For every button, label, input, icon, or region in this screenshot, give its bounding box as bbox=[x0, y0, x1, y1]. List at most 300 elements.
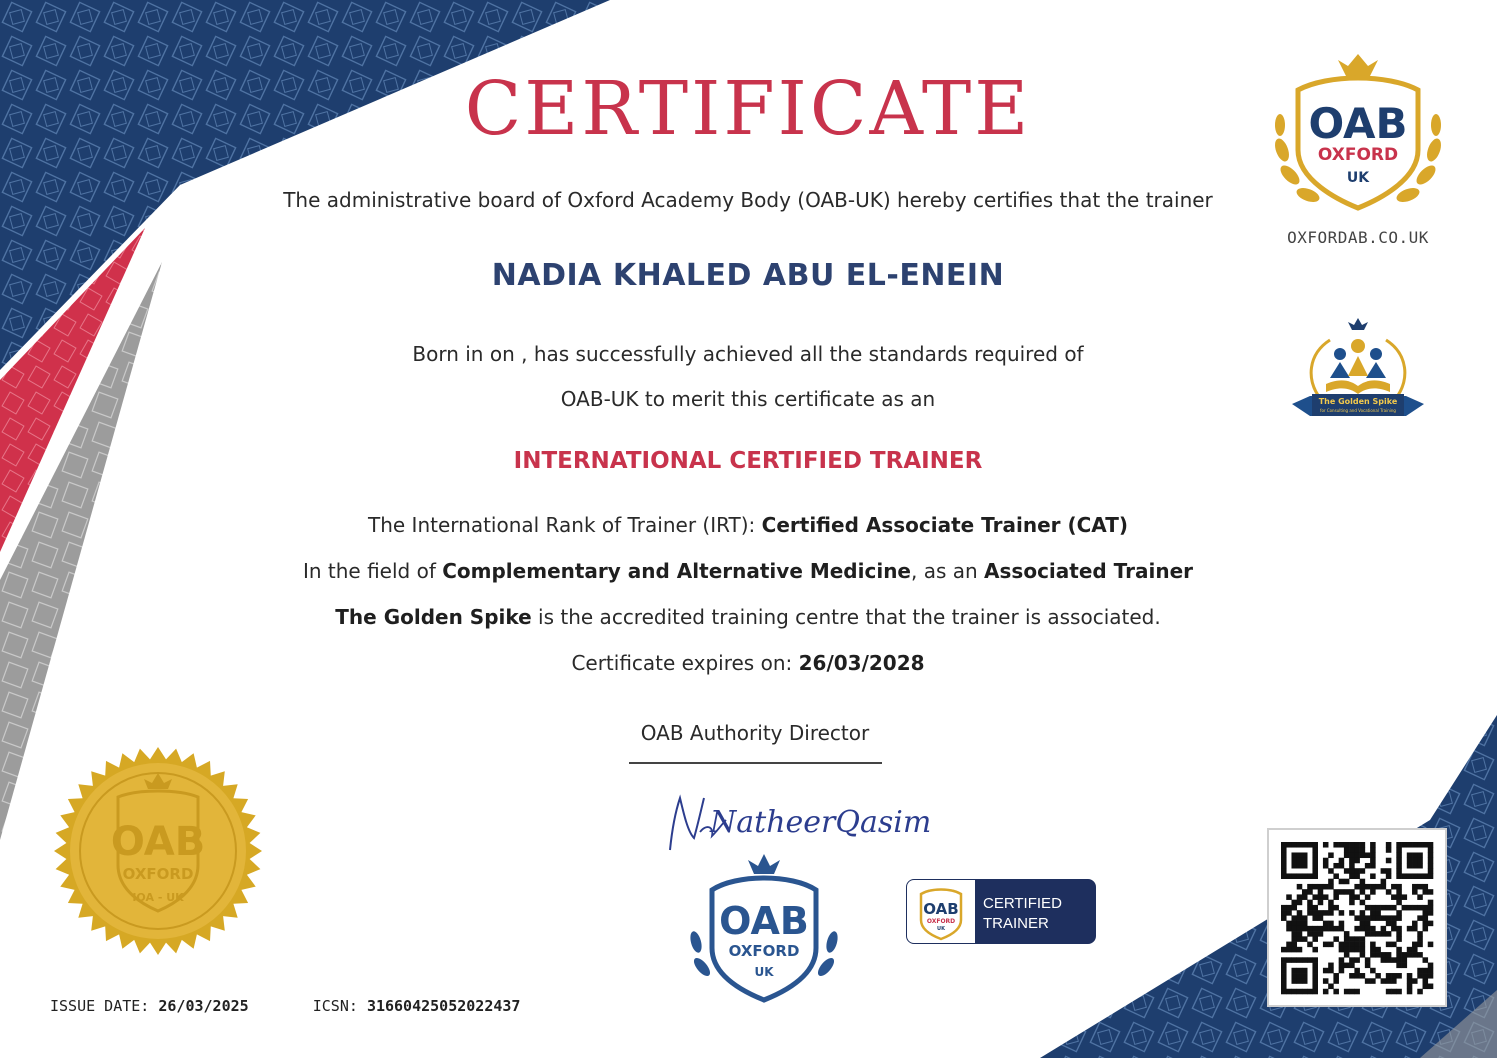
qr-module bbox=[1417, 863, 1423, 869]
qr-module bbox=[1381, 978, 1387, 984]
qr-module bbox=[1381, 884, 1387, 890]
qr-module bbox=[1281, 847, 1287, 853]
qr-module bbox=[1344, 889, 1350, 895]
qr-module bbox=[1318, 889, 1324, 895]
qr-module bbox=[1412, 873, 1418, 879]
qr-module bbox=[1375, 973, 1381, 979]
qr-module bbox=[1323, 968, 1329, 974]
qr-module bbox=[1396, 957, 1402, 963]
qr-module bbox=[1302, 858, 1308, 864]
qr-module bbox=[1407, 984, 1413, 990]
qr-module bbox=[1312, 957, 1318, 963]
qr-module bbox=[1297, 947, 1303, 953]
qr-module bbox=[1391, 978, 1397, 984]
irt-label: The International Rank of Trainer (IRT): bbox=[368, 513, 756, 537]
qr-module bbox=[1318, 926, 1324, 932]
qr-module bbox=[1281, 947, 1287, 953]
qr-module bbox=[1365, 978, 1371, 984]
qr-module bbox=[1407, 873, 1413, 879]
qr-module bbox=[1428, 858, 1434, 864]
qr-module bbox=[1349, 936, 1355, 942]
qr-module bbox=[1396, 847, 1402, 853]
qr-module bbox=[1291, 915, 1297, 921]
qr-module bbox=[1365, 915, 1371, 921]
qr-module bbox=[1339, 947, 1345, 953]
qr-module bbox=[1360, 947, 1366, 953]
qr-module bbox=[1396, 926, 1402, 932]
qr-module bbox=[1360, 852, 1366, 858]
qr-module bbox=[1417, 989, 1423, 995]
centre-suffix: is the accredited training centre that the trainer is associated. bbox=[538, 605, 1161, 629]
qr-module bbox=[1365, 894, 1371, 900]
qr-module bbox=[1312, 847, 1318, 853]
issue-date-label: ISSUE DATE: bbox=[50, 997, 150, 1015]
qr-module bbox=[1281, 842, 1287, 848]
qr-module bbox=[1412, 889, 1418, 895]
qr-module bbox=[1312, 947, 1318, 953]
qr-module bbox=[1354, 873, 1360, 879]
qr-module bbox=[1375, 915, 1381, 921]
qr-module bbox=[1391, 989, 1397, 995]
qr-module bbox=[1386, 978, 1392, 984]
qr-module bbox=[1339, 968, 1345, 974]
qr-module bbox=[1302, 863, 1308, 869]
qr-module bbox=[1370, 873, 1376, 879]
qr-module bbox=[1428, 963, 1434, 969]
qr-module bbox=[1412, 905, 1418, 911]
qr-module bbox=[1307, 889, 1313, 895]
qr-module bbox=[1396, 884, 1402, 890]
qr-module bbox=[1428, 873, 1434, 879]
qr-module bbox=[1417, 905, 1423, 911]
qr-module bbox=[1360, 915, 1366, 921]
expiry-value: 26/03/2028 bbox=[798, 651, 925, 675]
qr-module bbox=[1354, 842, 1360, 848]
qr-module bbox=[1396, 915, 1402, 921]
qr-module bbox=[1291, 905, 1297, 911]
qr-module bbox=[1428, 868, 1434, 874]
qr-module bbox=[1402, 894, 1408, 900]
certificate-title: CERTIFICATE bbox=[464, 66, 1032, 152]
qr-module bbox=[1386, 858, 1392, 864]
qr-module bbox=[1312, 868, 1318, 874]
qr-module bbox=[1381, 926, 1387, 932]
qr-module bbox=[1286, 957, 1292, 963]
badge-name: OXFORD bbox=[926, 918, 956, 925]
qr-module bbox=[1360, 952, 1366, 958]
qr-module bbox=[1344, 952, 1350, 958]
qr-module bbox=[1307, 873, 1313, 879]
qr-module bbox=[1423, 926, 1429, 932]
qr-module bbox=[1386, 942, 1392, 948]
qr-module bbox=[1370, 905, 1376, 911]
qr-module bbox=[1381, 915, 1387, 921]
seal-country: IOA - UK bbox=[132, 891, 184, 904]
qr-module bbox=[1344, 868, 1350, 874]
qr-module bbox=[1365, 957, 1371, 963]
qr-module bbox=[1328, 921, 1334, 927]
qr-module bbox=[1428, 910, 1434, 916]
qr-module bbox=[1396, 989, 1402, 995]
qr-module bbox=[1302, 968, 1308, 974]
qr-module bbox=[1312, 842, 1318, 848]
standards-text: Born in on , has successfully achieved all the standards required of bbox=[412, 342, 1084, 366]
qr-module bbox=[1312, 973, 1318, 979]
qr-module bbox=[1365, 926, 1371, 932]
qr-module bbox=[1423, 957, 1429, 963]
qr-module bbox=[1349, 973, 1355, 979]
qr-module bbox=[1354, 926, 1360, 932]
qr-module bbox=[1349, 947, 1355, 953]
qr-module bbox=[1412, 942, 1418, 948]
qr-module bbox=[1412, 852, 1418, 858]
qr-module bbox=[1370, 858, 1376, 864]
qr-module bbox=[1391, 957, 1397, 963]
crown-icon bbox=[1338, 54, 1378, 76]
qr-module bbox=[1318, 894, 1324, 900]
qr-module bbox=[1281, 973, 1287, 979]
qr-module bbox=[1302, 989, 1308, 995]
qr-module bbox=[1391, 973, 1397, 979]
qr-module bbox=[1312, 863, 1318, 869]
qr-module bbox=[1312, 978, 1318, 984]
blue-crown-icon bbox=[748, 854, 780, 874]
qr-module bbox=[1281, 989, 1287, 995]
qr-module bbox=[1386, 873, 1392, 879]
qr-module bbox=[1354, 868, 1360, 874]
qr-module bbox=[1402, 905, 1408, 911]
qr-module bbox=[1354, 894, 1360, 900]
oab-oxford-logo bbox=[1268, 50, 1448, 215]
qr-module bbox=[1344, 989, 1350, 995]
qr-module bbox=[1417, 968, 1423, 974]
qr-module bbox=[1396, 868, 1402, 874]
qr-module bbox=[1297, 921, 1303, 927]
qr-module bbox=[1370, 915, 1376, 921]
qr-module bbox=[1349, 910, 1355, 916]
qr-module bbox=[1307, 842, 1313, 848]
signature-line bbox=[629, 762, 882, 764]
qr-code[interactable] bbox=[1267, 828, 1447, 1007]
qr-module bbox=[1312, 858, 1318, 864]
qr-module bbox=[1333, 936, 1339, 942]
qr-module bbox=[1370, 931, 1376, 937]
qr-module bbox=[1417, 973, 1423, 979]
qr-module bbox=[1339, 863, 1345, 869]
website-link[interactable]: OXFORDAB.CO.UK bbox=[1287, 228, 1429, 247]
qr-module bbox=[1323, 842, 1329, 848]
qr-module bbox=[1344, 942, 1350, 948]
qr-module bbox=[1412, 842, 1418, 848]
qr-module bbox=[1407, 905, 1413, 911]
qr-module bbox=[1386, 931, 1392, 937]
qr-module bbox=[1281, 873, 1287, 879]
qr-module bbox=[1365, 905, 1371, 911]
qr-module bbox=[1297, 978, 1303, 984]
logo-country: UK bbox=[1346, 170, 1370, 186]
icsn-value: 31660425052022437 bbox=[366, 997, 521, 1015]
qr-module bbox=[1354, 852, 1360, 858]
badge-logo bbox=[907, 880, 975, 943]
qr-module bbox=[1407, 852, 1413, 858]
qr-module bbox=[1307, 905, 1313, 911]
gold-seal bbox=[52, 745, 264, 957]
qr-module bbox=[1423, 905, 1429, 911]
qr-module bbox=[1396, 910, 1402, 916]
qr-module bbox=[1297, 926, 1303, 932]
qr-module bbox=[1328, 905, 1334, 911]
expiry-label: Certificate expires on: bbox=[571, 651, 793, 675]
qr-module bbox=[1349, 858, 1355, 864]
oab-blue-logo bbox=[686, 852, 842, 1002]
qr-module bbox=[1396, 952, 1402, 958]
qr-module bbox=[1365, 921, 1371, 927]
qr-module bbox=[1328, 984, 1334, 990]
qr-module bbox=[1349, 989, 1355, 995]
qr-module bbox=[1286, 942, 1292, 948]
qr-module bbox=[1339, 889, 1345, 895]
qr-module bbox=[1328, 910, 1334, 916]
qr-module bbox=[1312, 915, 1318, 921]
qr-module bbox=[1328, 963, 1334, 969]
qr-module bbox=[1286, 921, 1292, 927]
qr-module bbox=[1375, 910, 1381, 916]
qr-module bbox=[1428, 984, 1434, 990]
qr-module bbox=[1281, 852, 1287, 858]
qr-module bbox=[1297, 973, 1303, 979]
qr-module bbox=[1370, 978, 1376, 984]
qr-module bbox=[1339, 879, 1345, 885]
qr-module bbox=[1391, 884, 1397, 890]
qr-module bbox=[1344, 847, 1350, 853]
qr-module bbox=[1370, 889, 1376, 895]
qr-module bbox=[1428, 900, 1434, 906]
field-mid: , as an bbox=[911, 559, 978, 583]
qr-module bbox=[1360, 842, 1366, 848]
qr-module bbox=[1396, 973, 1402, 979]
qr-module bbox=[1423, 873, 1429, 879]
qr-module bbox=[1323, 858, 1329, 864]
qr-module bbox=[1312, 931, 1318, 937]
qr-module bbox=[1281, 984, 1287, 990]
spike-tagline: for Consulting and Vocational Training bbox=[1320, 408, 1396, 413]
qr-module bbox=[1312, 963, 1318, 969]
qr-module bbox=[1318, 931, 1324, 937]
qr-module bbox=[1286, 947, 1292, 953]
qr-module bbox=[1391, 905, 1397, 911]
spike-name: The Golden Spike bbox=[1318, 397, 1398, 406]
centre-line bbox=[250, 605, 1246, 629]
qr-module bbox=[1302, 957, 1308, 963]
qr-module bbox=[1428, 847, 1434, 853]
qr-module bbox=[1339, 842, 1345, 848]
qr-module bbox=[1333, 863, 1339, 869]
qr-module bbox=[1281, 910, 1287, 916]
blue-letters: OAB bbox=[719, 899, 809, 943]
qr-module bbox=[1370, 852, 1376, 858]
qr-module bbox=[1386, 957, 1392, 963]
qr-module bbox=[1428, 889, 1434, 895]
qr-module bbox=[1360, 900, 1366, 906]
qr-module bbox=[1375, 905, 1381, 911]
qr-module bbox=[1360, 847, 1366, 853]
qr-module bbox=[1360, 921, 1366, 927]
qr-module bbox=[1417, 931, 1423, 937]
qr-module bbox=[1297, 931, 1303, 937]
qr-module bbox=[1291, 973, 1297, 979]
qr-module bbox=[1381, 952, 1387, 958]
qr-module bbox=[1297, 858, 1303, 864]
qr-module bbox=[1286, 989, 1292, 995]
qr-module bbox=[1297, 910, 1303, 916]
qr-module bbox=[1407, 863, 1413, 869]
qr-module bbox=[1328, 879, 1334, 885]
qr-code-icon bbox=[1281, 842, 1433, 994]
qr-module bbox=[1370, 968, 1376, 974]
qr-module bbox=[1318, 910, 1324, 916]
qr-module bbox=[1360, 868, 1366, 874]
people-icon bbox=[1330, 339, 1386, 378]
qr-module bbox=[1402, 873, 1408, 879]
qr-module bbox=[1412, 952, 1418, 958]
qr-module bbox=[1423, 842, 1429, 848]
qr-module bbox=[1407, 952, 1413, 958]
qr-module bbox=[1302, 915, 1308, 921]
qr-module bbox=[1302, 978, 1308, 984]
qr-module bbox=[1333, 978, 1339, 984]
qr-module bbox=[1428, 863, 1434, 869]
qr-module bbox=[1323, 921, 1329, 927]
qr-module bbox=[1354, 947, 1360, 953]
qr-module bbox=[1428, 968, 1434, 974]
director-label: OAB Authority Director bbox=[640, 721, 870, 745]
qr-module bbox=[1307, 989, 1313, 995]
qr-module bbox=[1354, 989, 1360, 995]
qr-module bbox=[1291, 873, 1297, 879]
qr-module bbox=[1402, 957, 1408, 963]
merit-text: OAB-UK to merit this certificate as an bbox=[560, 387, 936, 411]
qr-module bbox=[1349, 863, 1355, 869]
qr-module bbox=[1407, 973, 1413, 979]
certified-trainer-badge bbox=[906, 879, 1096, 944]
qr-module bbox=[1318, 900, 1324, 906]
irt-line bbox=[250, 513, 1246, 537]
qr-module bbox=[1354, 884, 1360, 890]
qr-module bbox=[1386, 973, 1392, 979]
qr-module bbox=[1354, 858, 1360, 864]
seal-letters: OAB bbox=[110, 819, 206, 865]
qr-module bbox=[1386, 847, 1392, 853]
qr-module bbox=[1407, 978, 1413, 984]
qr-module bbox=[1417, 936, 1423, 942]
qr-module bbox=[1333, 842, 1339, 848]
qr-module bbox=[1344, 936, 1350, 942]
badge-line2: TRAINER bbox=[983, 915, 1049, 932]
qr-module bbox=[1328, 968, 1334, 974]
qr-module bbox=[1291, 926, 1297, 932]
qr-module bbox=[1339, 858, 1345, 864]
qr-module bbox=[1412, 947, 1418, 953]
qr-module bbox=[1354, 973, 1360, 979]
qr-module bbox=[1312, 910, 1318, 916]
qr-module bbox=[1328, 926, 1334, 932]
qr-module bbox=[1344, 931, 1350, 937]
qr-module bbox=[1423, 973, 1429, 979]
qr-module bbox=[1297, 915, 1303, 921]
qr-module bbox=[1349, 894, 1355, 900]
qr-module bbox=[1412, 858, 1418, 864]
qr-module bbox=[1297, 852, 1303, 858]
qr-module bbox=[1375, 884, 1381, 890]
director-signature bbox=[660, 780, 932, 860]
qr-module bbox=[1297, 900, 1303, 906]
qr-module bbox=[1370, 942, 1376, 948]
qr-module bbox=[1428, 942, 1434, 948]
qr-module bbox=[1396, 842, 1402, 848]
qr-module bbox=[1323, 942, 1329, 948]
qr-module bbox=[1391, 894, 1397, 900]
qr-module bbox=[1370, 910, 1376, 916]
footer-meta bbox=[50, 997, 520, 1015]
qr-module bbox=[1354, 968, 1360, 974]
qr-module bbox=[1396, 900, 1402, 906]
qr-module bbox=[1386, 989, 1392, 995]
qr-module bbox=[1281, 968, 1287, 974]
qr-module bbox=[1281, 978, 1287, 984]
qr-module bbox=[1302, 894, 1308, 900]
qr-module bbox=[1302, 842, 1308, 848]
qr-module bbox=[1333, 905, 1339, 911]
expiry-line bbox=[250, 651, 1246, 675]
badge-text bbox=[983, 894, 1062, 934]
issue-date-value: 26/03/2025 bbox=[158, 997, 249, 1015]
qr-module bbox=[1386, 889, 1392, 895]
qr-module bbox=[1286, 842, 1292, 848]
qr-module bbox=[1339, 957, 1345, 963]
qr-module bbox=[1291, 858, 1297, 864]
qr-module bbox=[1381, 879, 1387, 885]
qr-module bbox=[1281, 905, 1287, 911]
qr-module bbox=[1344, 879, 1350, 885]
qr-module bbox=[1396, 963, 1402, 969]
qr-module bbox=[1428, 921, 1434, 927]
qr-module bbox=[1417, 858, 1423, 864]
qr-module bbox=[1365, 852, 1371, 858]
qr-module bbox=[1423, 910, 1429, 916]
qr-module bbox=[1307, 957, 1313, 963]
qr-module bbox=[1360, 910, 1366, 916]
qr-module bbox=[1428, 905, 1434, 911]
qr-module bbox=[1370, 847, 1376, 853]
qr-module bbox=[1412, 884, 1418, 890]
field-role: Associated Trainer bbox=[984, 559, 1194, 583]
qr-module bbox=[1333, 926, 1339, 932]
qr-module bbox=[1323, 894, 1329, 900]
qr-module bbox=[1381, 868, 1387, 874]
qr-module bbox=[1360, 926, 1366, 932]
qr-module bbox=[1291, 968, 1297, 974]
qr-module bbox=[1344, 963, 1350, 969]
qr-module bbox=[1423, 921, 1429, 927]
qr-module bbox=[1302, 852, 1308, 858]
centre-name: The Golden Spike bbox=[335, 605, 532, 629]
qr-module bbox=[1291, 942, 1297, 948]
qr-module bbox=[1323, 989, 1329, 995]
qr-module bbox=[1354, 936, 1360, 942]
qr-module bbox=[1417, 842, 1423, 848]
qr-module bbox=[1297, 884, 1303, 890]
qr-module bbox=[1360, 942, 1366, 948]
